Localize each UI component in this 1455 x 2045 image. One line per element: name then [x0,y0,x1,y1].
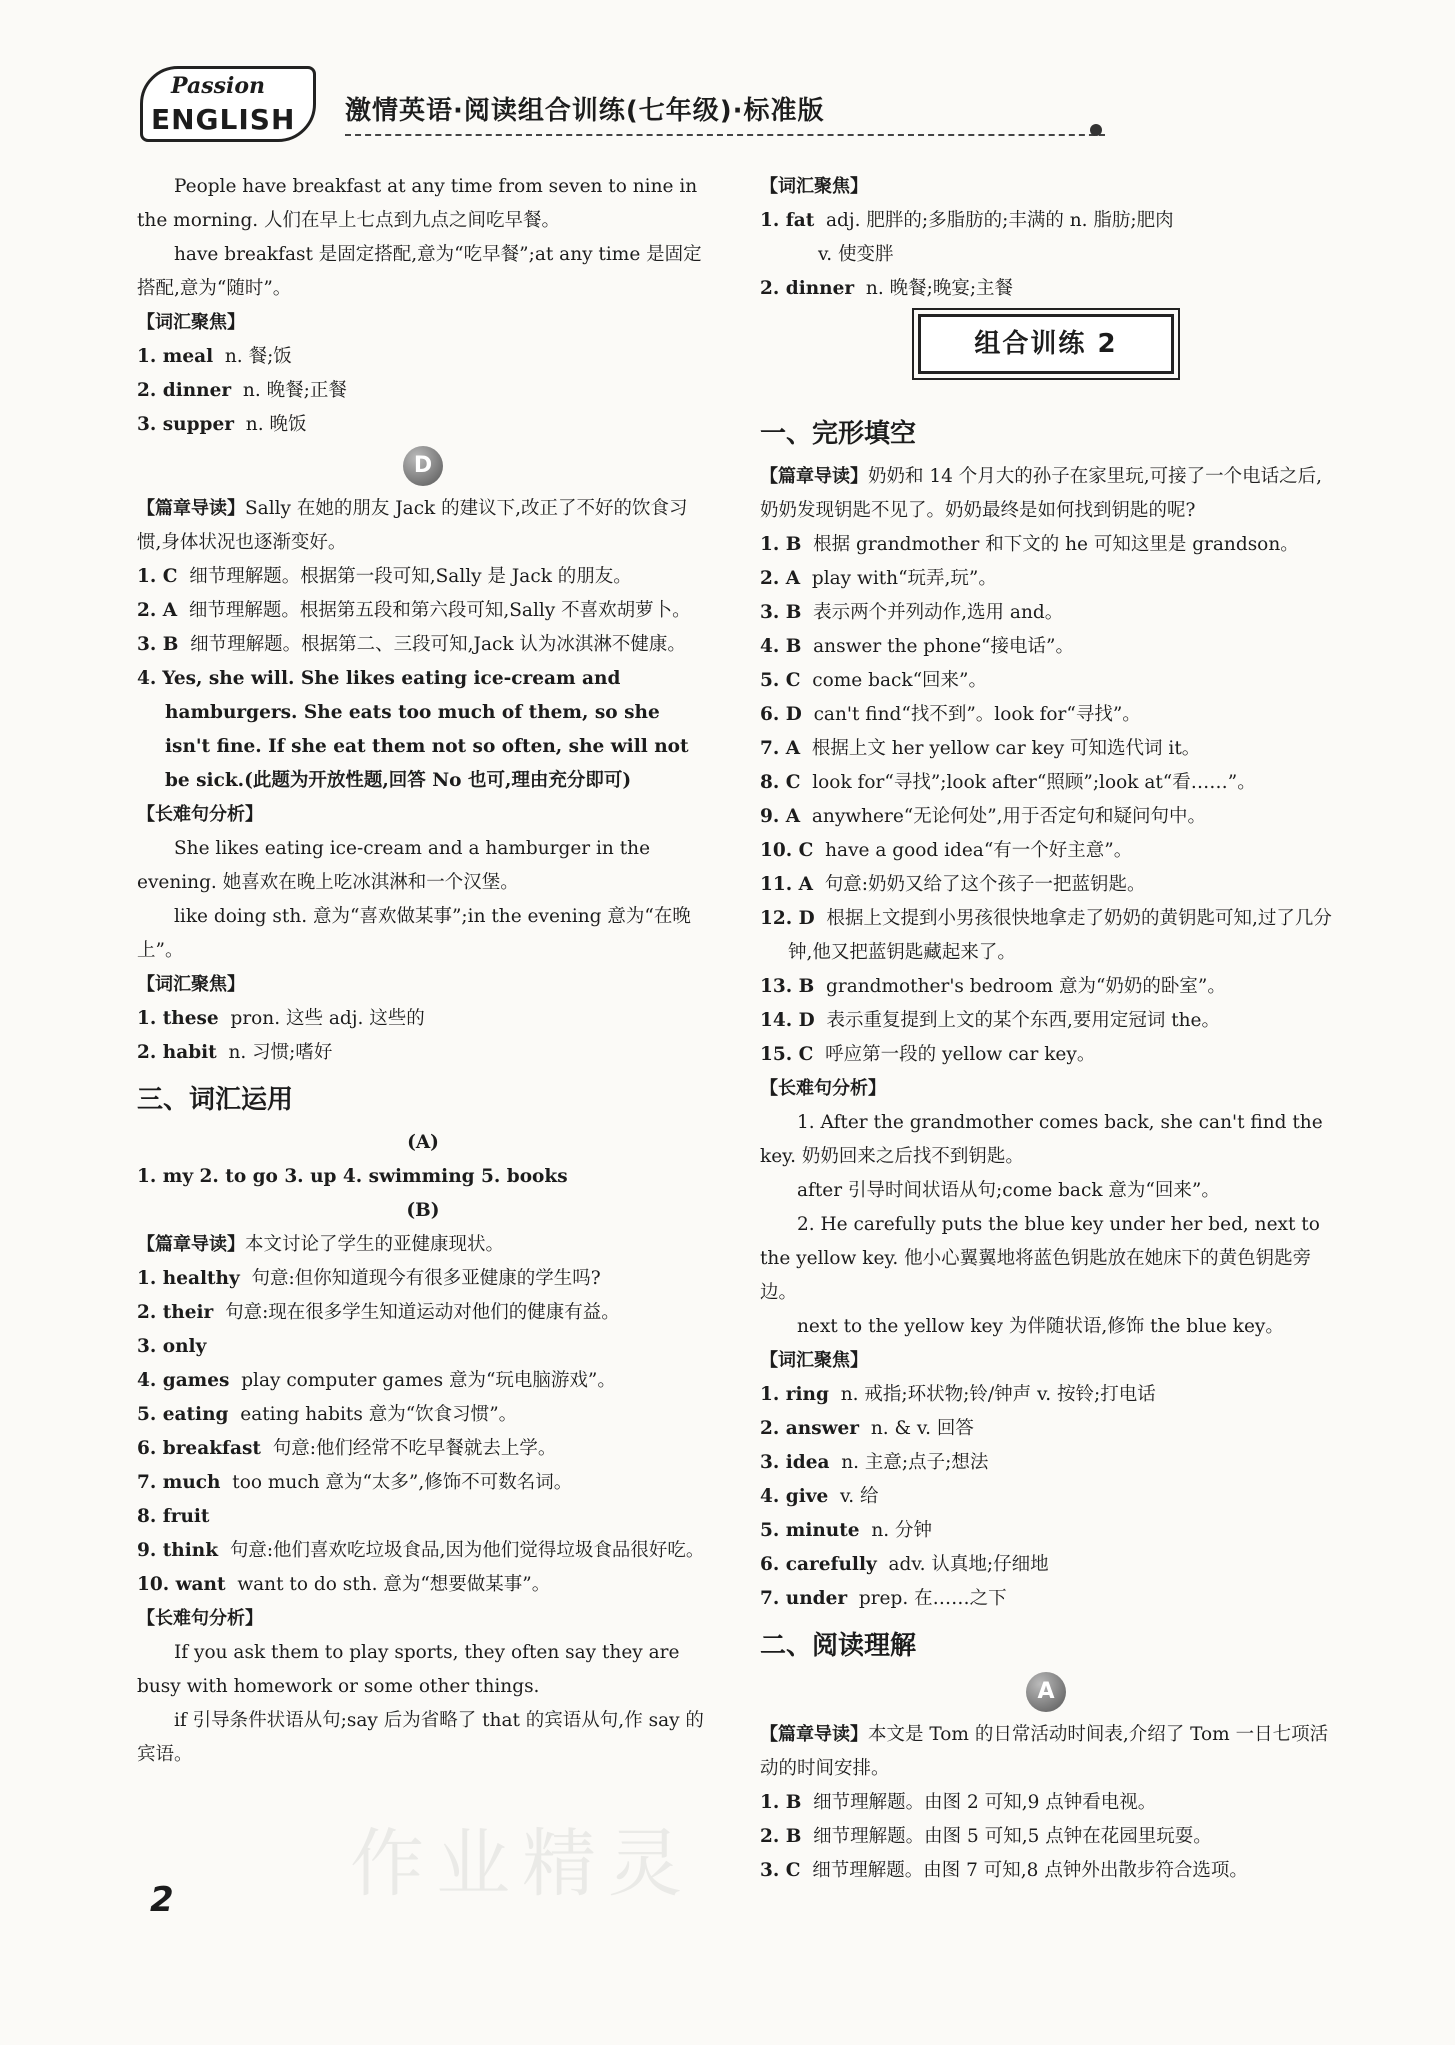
book-title: 激情英语·阅读组合训练(七年级)·标准版 [345,96,825,126]
vocab-item [760,272,1332,306]
answer-num: 12. D [760,908,815,929]
guide-text: 本文是 Tom 的日常活动时间表,介绍了 Tom 一日七项活动的时间安排。 [760,1724,1329,1779]
answer-item [760,1786,1332,1820]
header-rule [345,134,1105,136]
logo-top-text: Passion [171,73,266,99]
section-heading: 三、词汇运用 [137,1085,294,1115]
answer-text: 句意:但你知道现今有很多亚健康的学生吗? [251,1268,601,1289]
answer-num: 2. their [137,1302,214,1323]
answer-text: can't find“找不到”。look for“寻找”。 [813,704,1141,725]
answer-num: 9. think [137,1540,219,1561]
answer-text: answer the phone“接电话”。 [813,636,1074,657]
answer-text: 细节理解题。根据第二、三段可知,Jack 认为冰淇淋不健康。 [190,634,686,655]
answer-item [760,562,1332,596]
long-sentence: 2. He carefully puts the blue key under her bed, next to the yellow key. 他小心翼翼地将蓝色钥匙放在她床下的黄色钥匙旁边。 [760,1214,1320,1303]
answer-num: 7. A [760,738,801,759]
intro-sentence: People have breakfast at any time from seven to nine in the morning. 人们在早上七点到九点之间吃早餐。 [137,176,698,231]
answer-num: 3. C [760,1860,801,1881]
answer-item [137,560,709,594]
vocab-def: adj. 肥胖的;多脂肪的;丰满的 n. 脂肪;肥肉 [826,210,1174,231]
answer-item [137,1330,709,1364]
header-dot-icon [1090,124,1102,136]
vocab-def: n. 戒指;环状物;铃/钟声 v. 按铃;打电话 [840,1384,1156,1405]
answer-item [760,1820,1332,1854]
vocab-item [137,1002,709,1036]
long-sentence-note: after 引导时间状语从句;come back 意为“回来”。 [797,1180,1220,1201]
answer-text: 根据上文 her yellow car key 可知选代词 it。 [811,738,1201,759]
answer-num: 8. C [760,772,801,793]
vocab-heading: 【词汇聚焦】 [760,176,868,197]
page-header [130,60,1130,150]
watermark: 作业精灵 [350,1821,694,1907]
right-column [760,170,1332,1888]
guide-label: 【篇章导读】 [760,1724,868,1745]
answer-text: 细节理解题。由图 7 可知,8 点钟外出散步符合选项。 [812,1860,1248,1881]
answer-text: 呼应第一段的 yellow car key。 [825,1044,1096,1065]
answer-num: 9. A [760,806,801,827]
answer-text: 句意:现在很多学生知道运动对他们的健康有益。 [225,1302,620,1323]
answer-item [137,1364,709,1398]
answer-num: 3. only [137,1336,207,1357]
answer-num: 4. [137,668,157,689]
answers-part-a: 1. my 2. to go 3. up 4. swimming 5. books [137,1166,568,1187]
answer-num: 5. eating [137,1404,229,1425]
answer-text: look for“寻找”;look after“照顾”;look at“看……”。 [812,772,1256,793]
long-sentence: She likes eating ice-cream and a hamburger in the evening. 她喜欢在晚上吃冰淇淋和一个汉堡。 [137,838,651,893]
answer-item [760,1038,1332,1072]
answer-text: 细节理解题。由图 2 可知,9 点钟看电视。 [813,1792,1157,1813]
vocab-heading: 【词汇聚焦】 [137,974,245,995]
answer-text: play computer games 意为“玩电脑游戏”。 [241,1370,616,1391]
long-sentence-heading: 【长难句分析】 [760,1078,886,1099]
answer-text: anywhere“无论何处”,用于否定句和疑问句中。 [811,806,1207,827]
answer-item [137,594,709,628]
vocab-item [137,408,709,442]
answer-text: 句意:奶奶又给了这个孩子一把蓝钥匙。 [824,874,1146,895]
answer-text: Yes, she will. She likes eating ice-cream and hamburgers. She eats too much of them, so she isn't fine. If she eat them not so often, she will not be sick.(此题为开放性题,回答 No 也可,理由充分即可) [162,668,689,791]
answer-item [137,1568,709,1602]
vocab-word: 3. idea [760,1452,830,1473]
answer-num: 6. breakfast [137,1438,261,1459]
page-number: 2 [150,1880,174,1920]
left-column [137,170,709,1772]
answer-num: 2. A [137,600,178,621]
vocab-word: 2. answer [760,1418,860,1439]
guide-text: 本文讨论了学生的亚健康现状。 [245,1234,505,1255]
long-sentence-heading: 【长难句分析】 [137,804,263,825]
answer-item [137,662,709,798]
vocab-def: adv. 认真地;仔细地 [888,1554,1049,1575]
answer-num: 11. A [760,874,813,895]
vocab-def: prep. 在……之下 [858,1588,1007,1609]
answer-item [760,1004,1332,1038]
answer-item [760,698,1332,732]
answer-text: play with“玩弄,玩”。 [811,568,997,589]
vocab-item [137,340,709,374]
answer-text: 根据上文提到小男孩很快地拿走了奶奶的黄钥匙可知,过了几分钟,他又把蓝钥匙藏起来了。 [788,908,1332,963]
answer-item [137,1534,709,1568]
answer-item [137,1398,709,1432]
long-sentence-note: next to the yellow key 为伴随状语,修饰 the blue key。 [797,1316,1284,1337]
vocab-word: 5. minute [760,1520,860,1541]
answer-num: 3. B [137,634,179,655]
answer-text: eating habits 意为“饮食习惯”。 [240,1404,518,1425]
answer-item [137,1432,709,1466]
group-training-title: 组合训练 2 [918,314,1174,374]
vocab-def: v. 给 [840,1486,879,1507]
vocab-word: 1. ring [760,1384,829,1405]
answer-num: 4. B [760,636,802,657]
answer-text: 句意:他们喜欢吃垃圾食品,因为他们觉得垃圾食品很好吃。 [229,1540,705,1561]
answer-item [137,628,709,662]
passage-a-badge: A [1026,1672,1066,1712]
answer-num: 7. much [137,1472,221,1493]
vocab-word: 1. these [137,1008,219,1029]
vocab-word: 7. under [760,1588,848,1609]
answer-num: 14. D [760,1010,815,1031]
vocab-item [760,1412,1332,1446]
answer-text: too much 意为“太多”,修饰不可数名词。 [232,1472,573,1493]
vocab-item [760,1548,1332,1582]
guide-label: 【篇章导读】 [137,1234,245,1255]
answer-item [760,800,1332,834]
long-sentence: If you ask them to play sports, they often say they are busy with homework or some other things. [137,1642,680,1697]
vocab-def: n. & v. 回答 [870,1418,974,1439]
answer-item [760,528,1332,562]
vocab-item [760,1480,1332,1514]
vocab-item [760,204,1332,238]
guide-label: 【篇章导读】 [137,498,245,519]
vocab-item [760,1378,1332,1412]
answer-num: 2. B [760,1826,802,1847]
vocab-item [137,374,709,408]
vocab-def: n. 晚饭 [245,414,307,435]
answer-text: have a good idea“有一个好主意”。 [825,840,1133,861]
vocab-item [760,1446,1332,1480]
answer-num: 5. C [760,670,801,691]
vocab-word: 4. give [760,1486,829,1507]
vocab-heading: 【词汇聚焦】 [137,312,245,333]
vocab-word: 2. dinner [137,380,232,401]
vocab-def: n. 餐;饭 [224,346,292,367]
vocab-def: n. 习惯;嗜好 [228,1042,333,1063]
answer-item [760,630,1332,664]
answer-text: grandmother's bedroom 意为“奶奶的卧室”。 [826,976,1226,997]
part-label: (B) [406,1200,440,1221]
answer-item [760,1854,1332,1888]
long-sentence-note: if 引导条件状语从句;say 后为省略了 that 的宾语从句,作 say 的宾语。 [137,1710,704,1765]
vocab-def: pron. 这些 adj. 这些的 [230,1008,425,1029]
answer-num: 3. B [760,602,802,623]
answer-text: come back“回来”。 [812,670,987,691]
answer-num: 1. B [760,1792,802,1813]
vocab-def: n. 晚餐;正餐 [242,380,347,401]
vocab-word: 1. meal [137,346,214,367]
answer-num: 2. A [760,568,801,589]
vocab-heading: 【词汇聚焦】 [760,1350,868,1371]
passion-english-logo [140,66,316,142]
intro-note: have breakfast 是固定搭配,意为“吃早餐”;at any time 是固定搭配,意为“随时”。 [137,244,702,299]
answer-item [760,664,1332,698]
answer-item [760,732,1332,766]
part-label: (A) [407,1132,439,1153]
answer-num: 8. fruit [137,1506,210,1527]
answer-text: 句意:他们经常不吃早餐就去上学。 [272,1438,557,1459]
vocab-def: n. 主意;点子;想法 [841,1452,989,1473]
answer-text: 细节理解题。根据第五段和第六段可知,Sally 不喜欢胡萝卜。 [188,600,691,621]
section-heading: 一、完形填空 [760,419,917,449]
answer-text: want to do sth. 意为“想要做某事”。 [237,1574,551,1595]
guide-text: 奶奶和 14 个月大的孙子在家里玩,可接了一个电话之后,奶奶发现钥匙不见了。奶奶最终是如何找到钥匙的呢? [760,466,1323,521]
long-sentence-heading: 【长难句分析】 [137,1608,263,1629]
answer-text: 表示重复提到上文的某个东西,要用定冠词 the。 [826,1010,1220,1031]
answer-num: 1. healthy [137,1268,240,1289]
vocab-item [137,1036,709,1070]
answer-text: 表示两个并列动作,选用 and。 [813,602,1064,623]
answer-item [137,1262,709,1296]
answer-num: 1. C [137,566,178,587]
answer-item [137,1296,709,1330]
vocab-def-extra: v. 使变胖 [818,244,894,265]
answer-item [760,766,1332,800]
guide-text: Sally 在她的朋友 Jack 的建议下,改正了不好的饮食习惯,身体状况也逐渐变好。 [137,498,688,553]
answer-item [760,902,1332,970]
answer-num: 10. C [760,840,814,861]
vocab-word: 6. carefully [760,1554,877,1575]
logo-bottom-text: ENGLISH [151,103,296,136]
answer-text: 细节理解题。根据第一段可知,Sally 是 Jack 的朋友。 [189,566,632,587]
vocab-word: 2. dinner [760,278,855,299]
vocab-word: 2. habit [137,1042,217,1063]
vocab-word: 1. fat [760,210,815,231]
answer-item [760,970,1332,1004]
section-heading: 二、阅读理解 [760,1631,917,1661]
vocab-def: n. 分钟 [871,1520,933,1541]
answer-text: 细节理解题。由图 5 可知,5 点钟在花园里玩耍。 [813,1826,1212,1847]
answer-num: 6. D [760,704,802,725]
answer-num: 1. B [760,534,802,555]
answer-item [760,596,1332,630]
long-sentence: 1. After the grandmother comes back, she can't find the key. 奶奶回来之后找不到钥匙。 [760,1112,1323,1167]
answer-item [760,834,1332,868]
answer-item [137,1500,709,1534]
answer-num: 15. C [760,1044,814,1065]
guide-label: 【篇章导读】 [760,466,868,487]
vocab-item [760,1514,1332,1548]
vocab-word: 3. supper [137,414,235,435]
answer-item [137,1466,709,1500]
vocab-def: n. 晚餐;晚宴;主餐 [865,278,1014,299]
long-sentence-note: like doing sth. 意为“喜欢做某事”;in the evening 意为“在晚上”。 [137,906,691,961]
vocab-item [760,1582,1332,1616]
answer-text: 根据 grandmother 和下文的 he 可知这里是 grandson。 [813,534,1299,555]
answer-num: 10. want [137,1574,226,1595]
answer-item [760,868,1332,902]
answer-num: 4. games [137,1370,230,1391]
passage-d-badge: D [403,446,443,486]
answer-num: 13. B [760,976,815,997]
